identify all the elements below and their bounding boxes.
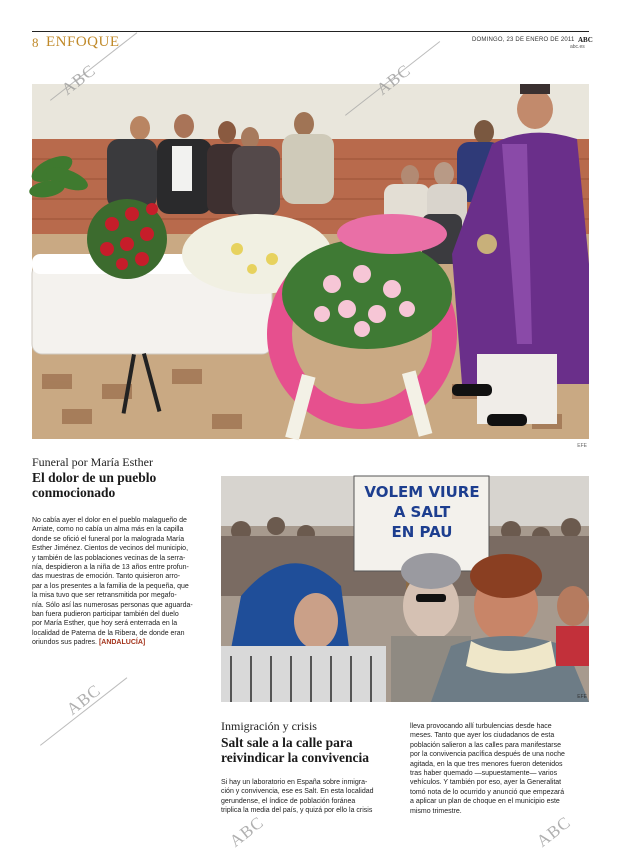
- article1-body-line: por María Esther, que hoy será enterrada en la: [32, 620, 178, 628]
- article2-column-1: [221, 778, 401, 816]
- article1-headline-line: El dolor de un pueblo: [32, 470, 157, 485]
- article2-col2-line: lleva provocando allí turbulencias desde hace: [410, 723, 552, 730]
- article1-body-line: par a los presentes a la familia de la pequeña, que: [32, 582, 189, 590]
- issue-date: DOMINGO, 23 DE ENERO DE 2011: [472, 37, 575, 43]
- article2-col2-line: tomó nota de lo ocurrido y anunció que empezará: [410, 788, 565, 796]
- funeral-photo-credit: EFE: [577, 443, 587, 449]
- article2-col2-line: población salieron a las calles para manifestarse: [410, 741, 561, 749]
- article2-column-2: [410, 722, 590, 816]
- article1-body-line: Arriate, como no cabía un alma más en la capilla: [32, 526, 184, 534]
- funeral-photo: [32, 84, 589, 449]
- article1-body-line: y también de las poblaciones vecinas de la serra-: [32, 554, 186, 562]
- article1-body-line: Esther Jiménez. Cientos de vecinos del municipio,: [32, 545, 189, 553]
- salt-photo-credit: EFE: [577, 694, 587, 700]
- article2-headline-line: Salt sale a la calle para: [221, 735, 353, 750]
- article1-body-line: ban fuera pudieron participar también del duelo: [32, 611, 179, 619]
- article2-col1-line: Si hay un laboratorio en España sobre inmigra-: [221, 779, 368, 786]
- article2-col2-line: por la convivencia pacífica después de una noche: [410, 751, 565, 759]
- article2-col2-line: a aplicar un plan de choque en el municipio este: [410, 798, 560, 806]
- article1-body-line: nía. Sólo así las numerosas personas que aguarda-: [32, 601, 193, 609]
- watermark-logo: ABC: [532, 812, 575, 851]
- article2-headline-line: reivindicar la convivencia: [221, 750, 369, 765]
- article1-body-line: nía, despidieron a la niña de 13 años entre profun-: [32, 564, 189, 572]
- page-number: 8: [32, 35, 39, 50]
- protest-sign-text: [357, 482, 487, 542]
- article1-body-line: das muestras de emoción. Tanto quisieron arro-: [32, 573, 181, 581]
- article1-body-line: donde se ofició el funeral por la malograda María: [32, 535, 185, 543]
- article1-headline-line: conmocionado: [32, 485, 116, 500]
- watermark-logo: ABC: [225, 812, 268, 851]
- protest-sign-line: EN PAU: [391, 523, 453, 541]
- article2-col1-line: gerundense, el índice de población foránea: [221, 797, 356, 805]
- article1-body-line: [32, 638, 210, 647]
- article2-headline: [221, 735, 421, 765]
- watermark-logo: ABC: [372, 60, 415, 99]
- region-tag-andalucia[interactable]: [ANDALUCÍA]: [98, 639, 146, 647]
- article2-col2-line: vehículos. Y también por eso, ayer la Generalitat: [410, 779, 562, 787]
- newspaper-website[interactable]: abc.es: [570, 44, 585, 50]
- watermark-logo: ABC: [62, 680, 105, 719]
- header-rule: [32, 31, 589, 32]
- article1-headline: [32, 470, 212, 500]
- protest-sign-line: VOLEM VIURE: [364, 483, 480, 501]
- article1-body-line: No cabía ayer el dolor en el pueblo malagueño de: [32, 517, 187, 524]
- article2-col1-line: ción y convivencia, ese es Salt. En esta localidad: [221, 788, 374, 796]
- article2-col2-line: agitada, en la que tres menores fueron detenidos: [410, 760, 563, 768]
- funeral-photo-illustration: [32, 84, 589, 439]
- article1-body-last: oriundos sus padres.: [32, 639, 97, 647]
- article2-col2-line: meses. Tanto que ayer los ciudadanos de esta: [410, 732, 555, 740]
- article2-kicker: Inmigración y crisis: [221, 719, 317, 733]
- article2-col2-line: mismo trimestre.: [410, 807, 462, 815]
- newspaper-brand: ABC: [578, 36, 593, 44]
- protest-sign-line: A SALT: [393, 503, 451, 521]
- article1-kicker: Funeral por María Esther: [32, 455, 153, 469]
- article1-body-line: localidad de Paterna de la Ribera, de donde eran: [32, 629, 185, 637]
- watermark-logo: ABC: [57, 60, 100, 99]
- article2-col1-line: triplica la media del país, y quizá por ello la crisis: [221, 807, 373, 815]
- salt-protest-photo: [221, 476, 589, 702]
- article2-col2-line: tras haber quemado —supuestamente— varios: [410, 770, 558, 778]
- article1-body: [32, 516, 210, 648]
- section-title: ENFOQUE: [46, 34, 120, 50]
- article1-body-line: la misa tuvo que ser retransmitida por megafo-: [32, 592, 177, 600]
